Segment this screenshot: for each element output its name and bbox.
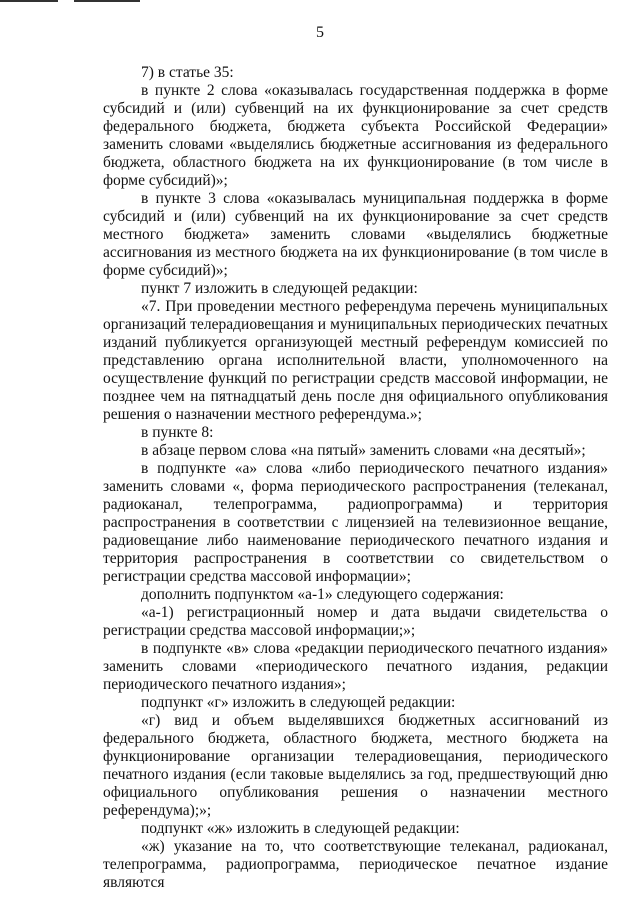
paragraph: в подпункте «а» слова «либо периодического печатного издания» заменить словами «, форма периодического распространения (телеканал, радиоканал, телепрограмма, радиопрограмма) и территория распространения в соответствии с лицензией на телевизионное вещание, радиовещание либо наименование периодического печатного издания и территория распространения в соответствии со свидетельством о регистрации средства массовой информации»; (103, 460, 608, 585)
paragraph: пункт 7 изложить в следующей редакции: (141, 280, 418, 297)
top-edge-mark (74, 0, 140, 2)
paragraph: в абзаце первом слова «на пятый» заменить словами «на десятый»; (141, 442, 586, 459)
paragraph: подпункт «ж» изложить в следующей редакции: (141, 820, 460, 837)
paragraph: в подпункте «в» слова «редакции периодического печатного издания» заменить словами «периодического печатного издания, редакции периодического печатного издания»; (103, 640, 608, 693)
paragraph: «а-1) регистрационный номер и дата выдачи свидетельства о регистрации средства массовой информации;»; (103, 604, 608, 639)
paragraph: 7) в статье 35: (141, 64, 234, 81)
document-body (103, 64, 608, 892)
page-number: 5 (316, 24, 324, 41)
paragraph: подпункт «г» изложить в следующей редакции: (141, 694, 456, 711)
paragraph: дополнить подпунктом «а-1» следующего содержания: (141, 586, 504, 603)
paragraph: «г) вид и объем выделявшихся бюджетных ассигнований из федерального бюджета, областного бюджета, местного бюджета на функционирование организации телерадиовещания, периодического печатного издания (если таковые выделялись за год, предшествующий дню официального опубликования решения о назначении местного референдума);»; (103, 712, 608, 819)
paragraph: «ж) указание на то, что соответствующие телеканал, радиоканал, телепрограмма, радиопрограмма, периодическое печатное издание являются (103, 838, 608, 891)
paragraph: в пункте 2 слова «оказывалась государственная поддержка в форме субсидий и (или) субвенций на их функционирование за счет средств федерального бюджета, бюджета субъекта Российской Федерации» заменить словами «выделялись бюджетные ассигнования из федерального бюджета, областного бюджета на их функционирование (в том числе в форме субсидий)»; (103, 82, 608, 189)
paragraph: в пункте 8: (141, 424, 214, 441)
paragraph: в пункте 3 слова «оказывалась муниципальная поддержка в форме субсидий и (или) субвенций на их функционирование за счет средств местного бюджета» заменить словами «выделялись бюджетные ассигнования из местного бюджета на их функционирование (в том числе в форме субсидий)»; (103, 190, 608, 279)
paragraph: «7. При проведении местного референдума перечень муниципальных организаций телерадиовещания и муниципальных периодических печатных изданий публикуется организующей местный референдум комиссией по представлению органа исполнительной власти, уполномоченного на осуществление функций по регистрации средств массовой информации, не позднее чем на пятнадцатый день после дня официального опубликования решения о назначении местного референдума.»; (103, 298, 608, 423)
top-edge-mark (0, 0, 58, 2)
